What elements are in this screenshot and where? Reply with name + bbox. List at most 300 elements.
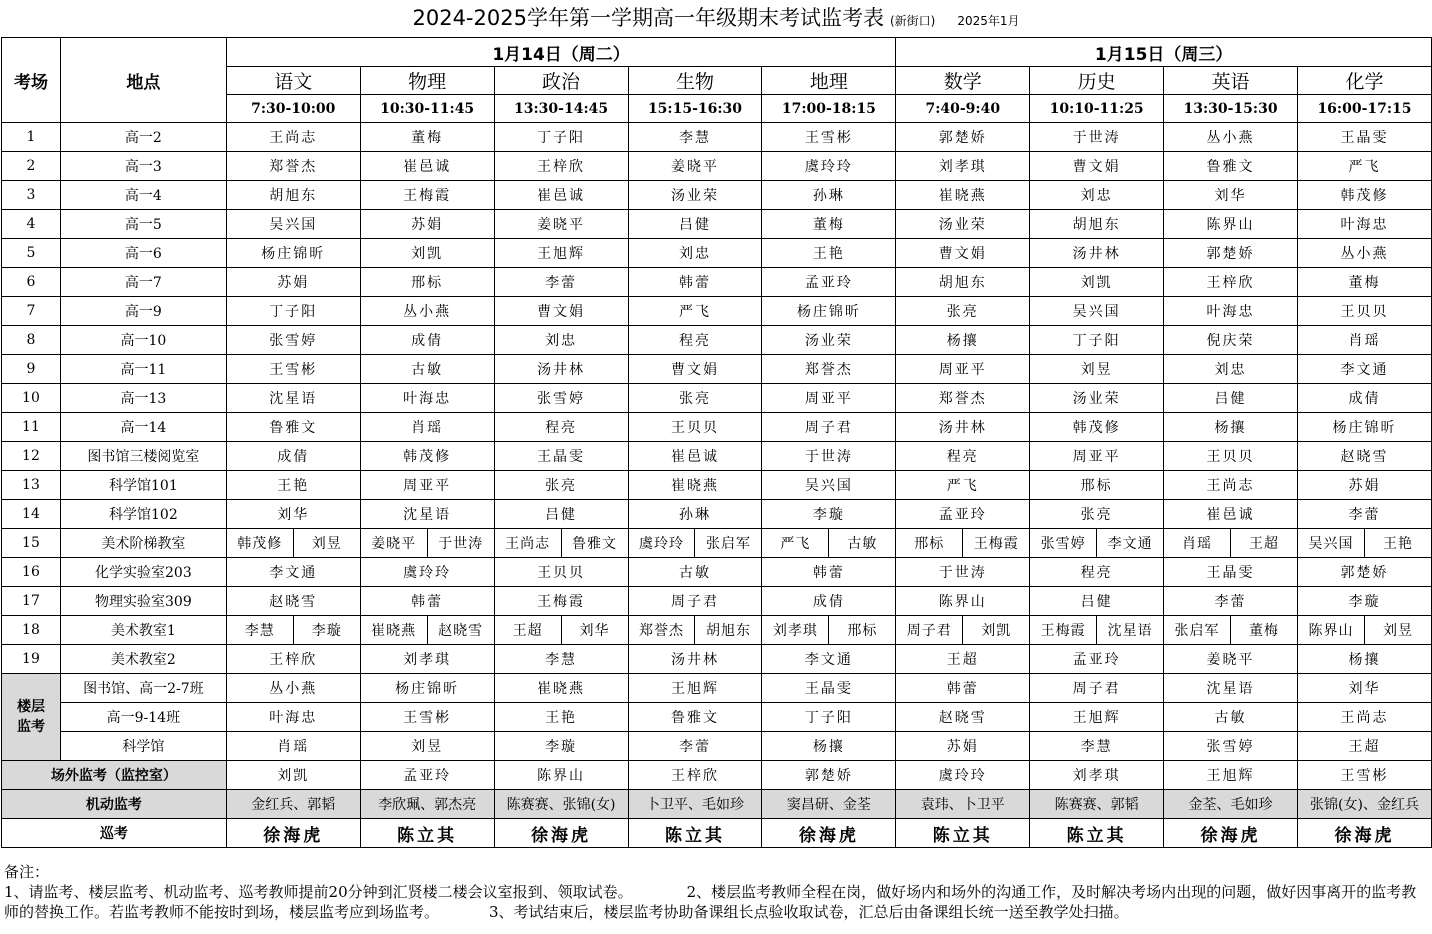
exam-time: 16:00-17:15 xyxy=(1297,95,1431,123)
proctor-cell: 苏娟 xyxy=(1297,471,1431,500)
subject-header: 化学 xyxy=(1297,67,1431,95)
proctor-cell: 程亮 xyxy=(494,413,628,442)
proctor-cell: 李璇 xyxy=(293,616,360,645)
table-row xyxy=(2,181,1432,210)
room-location: 物理实验室309 xyxy=(60,587,226,616)
proctor-cell: 崔邑诚 xyxy=(1164,500,1298,529)
floor-proctor-cell: 王雪彬 xyxy=(360,703,494,732)
proctor-cell: 刘昱 xyxy=(1030,355,1164,384)
proctor-cell: 严飞 xyxy=(896,471,1030,500)
floor-proctor-cell: 苏娟 xyxy=(896,732,1030,761)
subject-header: 历史 xyxy=(1030,67,1164,95)
proctor-cell: 于世涛 xyxy=(896,558,1030,587)
exam-time: 7:30-10:00 xyxy=(226,95,360,123)
proctor-cell: 孙琳 xyxy=(762,181,896,210)
proctor-cell: 叶海忠 xyxy=(1297,210,1431,239)
proctor-cell: 王梓欣 xyxy=(494,152,628,181)
day-header: 1月14日（周二） xyxy=(226,38,896,67)
patrol-cell: 徐海虎 xyxy=(226,819,360,848)
proctor-cell: 李文通 xyxy=(1297,355,1431,384)
floor-proctor-row xyxy=(2,732,1432,761)
room-location: 高一9 xyxy=(60,297,226,326)
proctor-cell: 李蕾 xyxy=(1164,587,1298,616)
table-row xyxy=(2,123,1432,152)
table-row xyxy=(2,471,1432,500)
proctor-cell: 李文通 xyxy=(226,558,360,587)
proctor-cell: 韩茂修 xyxy=(226,529,293,558)
invigilation-table xyxy=(1,37,1432,848)
floor-location: 科学馆 xyxy=(60,732,226,761)
proctor-cell: 王梅霞 xyxy=(963,529,1030,558)
proctor-cell: 周亚平 xyxy=(1030,442,1164,471)
room-number: 19 xyxy=(2,645,61,674)
proctor-cell: 成倩 xyxy=(1297,384,1431,413)
proctor-cell: 刘孝琪 xyxy=(360,645,494,674)
exam-time: 10:10-11:25 xyxy=(1030,95,1164,123)
proctor-cell: 周子君 xyxy=(762,413,896,442)
table-row xyxy=(2,442,1432,471)
proctor-cell: 胡旭东 xyxy=(226,181,360,210)
proctor-cell: 古敏 xyxy=(829,529,896,558)
mobile-proctor-cell: 金荃、毛如珍 xyxy=(1164,790,1298,819)
proctor-cell: 崔晓燕 xyxy=(360,616,427,645)
floor-proctor-cell: 王超 xyxy=(1297,732,1431,761)
floor-proctor-cell: 杨庄锦昕 xyxy=(360,674,494,703)
proctor-cell: 郑誉杰 xyxy=(226,152,360,181)
table-row xyxy=(2,384,1432,413)
proctor-cell: 刘昱 xyxy=(293,529,360,558)
proctor-cell: 孙琳 xyxy=(628,500,762,529)
room-location: 图书馆三楼阅览室 xyxy=(60,442,226,471)
room-number: 15 xyxy=(2,529,61,558)
table-row xyxy=(2,268,1432,297)
proctor-cell: 倪庆荣 xyxy=(1164,326,1298,355)
outside-proctor-cell: 刘孝琪 xyxy=(1030,761,1164,790)
floor-proctor-cell: 叶海忠 xyxy=(226,703,360,732)
proctor-cell: 崔晓燕 xyxy=(896,181,1030,210)
proctor-cell: 孟亚玲 xyxy=(896,500,1030,529)
room-number: 5 xyxy=(2,239,61,268)
room-number: 1 xyxy=(2,123,61,152)
proctor-cell: 王雪彬 xyxy=(762,123,896,152)
room-number: 16 xyxy=(2,558,61,587)
proctor-cell: 汤井林 xyxy=(1030,239,1164,268)
proctor-cell: 叶海忠 xyxy=(360,384,494,413)
proctor-cell: 刘孝琪 xyxy=(896,152,1030,181)
room-number: 8 xyxy=(2,326,61,355)
proctor-cell: 王贝贝 xyxy=(1164,442,1298,471)
proctor-cell: 王梓欣 xyxy=(226,645,360,674)
proctor-cell: 刘孝琪 xyxy=(762,616,829,645)
floor-proctor-cell: 王旭辉 xyxy=(1030,703,1164,732)
floor-proctor-cell: 古敏 xyxy=(1164,703,1298,732)
campus-label: (新街口) xyxy=(889,14,936,28)
proctor-cell: 陈界山 xyxy=(1164,210,1298,239)
proctor-cell: 鲁雅文 xyxy=(561,529,628,558)
room-number: 4 xyxy=(2,210,61,239)
proctor-cell: 吕健 xyxy=(1030,587,1164,616)
floor-proctor-cell: 鲁雅文 xyxy=(628,703,762,732)
room-location: 高一10 xyxy=(60,326,226,355)
proctor-cell: 刘忠 xyxy=(628,239,762,268)
room-location: 高一4 xyxy=(60,181,226,210)
proctor-cell: 杨庄锦昕 xyxy=(226,239,360,268)
proctor-cell: 吕健 xyxy=(628,210,762,239)
proctor-cell: 曹文娟 xyxy=(628,355,762,384)
floor-proctor-cell: 周子君 xyxy=(1030,674,1164,703)
proctor-cell: 崔邑诚 xyxy=(628,442,762,471)
proctor-cell: 丁子阳 xyxy=(494,123,628,152)
proctor-cell: 程亮 xyxy=(628,326,762,355)
floor-proctor-cell: 王尚志 xyxy=(1297,703,1431,732)
page-title: 2024-2025学年第一学期高一年级期末考试监考表 xyxy=(412,6,884,30)
proctor-cell: 韩茂修 xyxy=(1297,181,1431,210)
proctor-cell: 郑誉杰 xyxy=(896,384,1030,413)
outside-proctor-cell: 王雪彬 xyxy=(1297,761,1431,790)
proctor-cell: 刘华 xyxy=(561,616,628,645)
proctor-cell: 邢标 xyxy=(829,616,896,645)
proctor-cell: 肖瑶 xyxy=(1164,529,1231,558)
proctor-cell: 王超 xyxy=(896,645,1030,674)
subject-header: 地理 xyxy=(762,67,896,95)
day-header: 1月15日（周三） xyxy=(896,38,1432,67)
proctor-cell: 严飞 xyxy=(1297,152,1431,181)
table-row xyxy=(2,152,1432,181)
proctor-cell: 于世涛 xyxy=(1030,123,1164,152)
room-location: 高一6 xyxy=(60,239,226,268)
header-location: 地点 xyxy=(60,38,226,123)
notes-label: 备注： xyxy=(4,863,50,881)
floor-proctor-cell: 张雪婷 xyxy=(1164,732,1298,761)
proctor-cell: 吴兴国 xyxy=(226,210,360,239)
table-row xyxy=(2,413,1432,442)
note-3: 3、考试结束后，楼层监考协助备课组长点验收取试卷，汇总后由备课组长统一送至教学处扫描。 xyxy=(489,903,1129,921)
room-number: 17 xyxy=(2,587,61,616)
room-number: 10 xyxy=(2,384,61,413)
room-number: 11 xyxy=(2,413,61,442)
mobile-proctor-cell: 李欣珮、郭杰亮 xyxy=(360,790,494,819)
proctor-cell: 丁子阳 xyxy=(1030,326,1164,355)
floor-proctor-row xyxy=(2,674,1432,703)
subject-header: 物理 xyxy=(360,67,494,95)
proctor-cell: 虞玲玲 xyxy=(628,529,695,558)
note-2: 2、楼层监考教师全程在岗，做好场内和场外的沟通工作，及时解决考场内出现的问题，做好因事离开的监考教师的替换工作。若监考教师不能按时到场，楼层监考应到场监考。 xyxy=(4,883,1417,921)
exam-time: 7:40-9:40 xyxy=(896,95,1030,123)
mobile-proctor-cell: 陈赛赛、张锦(女) xyxy=(494,790,628,819)
proctor-cell: 鲁雅文 xyxy=(1164,152,1298,181)
patrol-cell: 陈立其 xyxy=(628,819,762,848)
proctor-cell: 姜晓平 xyxy=(628,152,762,181)
proctor-cell: 李璇 xyxy=(762,500,896,529)
patrol-cell: 陈立其 xyxy=(896,819,1030,848)
proctor-cell: 陈界山 xyxy=(1297,616,1364,645)
proctor-cell: 曹文娟 xyxy=(494,297,628,326)
proctor-cell: 王艳 xyxy=(1364,529,1431,558)
proctor-cell: 张亮 xyxy=(1030,500,1164,529)
proctor-cell: 郑誉杰 xyxy=(762,355,896,384)
floor-proctor-cell: 肖瑶 xyxy=(226,732,360,761)
proctor-cell: 王雪彬 xyxy=(226,355,360,384)
proctor-cell: 汤井林 xyxy=(494,355,628,384)
proctor-cell: 李慧 xyxy=(494,645,628,674)
exam-time: 15:15-16:30 xyxy=(628,95,762,123)
subject-header: 语文 xyxy=(226,67,360,95)
proctor-cell: 吕健 xyxy=(1164,384,1298,413)
proctor-cell: 苏娟 xyxy=(360,210,494,239)
subject-header: 生物 xyxy=(628,67,762,95)
proctor-cell: 赵晓雪 xyxy=(226,587,360,616)
proctor-cell: 王梅霞 xyxy=(360,181,494,210)
outside-proctor-cell: 孟亚玲 xyxy=(360,761,494,790)
proctor-cell: 韩蕾 xyxy=(360,587,494,616)
proctor-cell: 于世涛 xyxy=(427,529,494,558)
proctor-cell: 李蕾 xyxy=(1297,500,1431,529)
table-row xyxy=(2,239,1432,268)
proctor-cell: 郑誉杰 xyxy=(628,616,695,645)
proctor-cell: 刘凯 xyxy=(1030,268,1164,297)
proctor-cell: 汤业荣 xyxy=(762,326,896,355)
proctor-cell: 李慧 xyxy=(628,123,762,152)
room-location: 高一14 xyxy=(60,413,226,442)
proctor-cell: 张雪婷 xyxy=(1030,529,1097,558)
proctor-cell: 王梅霞 xyxy=(1030,616,1097,645)
room-location: 美术阶梯教室 xyxy=(60,529,226,558)
proctor-cell: 杨攘 xyxy=(896,326,1030,355)
proctor-cell: 孟亚玲 xyxy=(1030,645,1164,674)
patrol-cell: 徐海虎 xyxy=(762,819,896,848)
proctor-cell: 周子君 xyxy=(896,616,963,645)
patrol-cell: 陈立其 xyxy=(360,819,494,848)
proctor-cell: 汤井林 xyxy=(628,645,762,674)
floor-proctor-cell: 王晶雯 xyxy=(762,674,896,703)
proctor-cell: 董梅 xyxy=(1231,616,1298,645)
proctor-cell: 杨攘 xyxy=(1164,413,1298,442)
proctor-cell: 韩茂修 xyxy=(1030,413,1164,442)
mobile-proctor-cell: 窦昌研、金荃 xyxy=(762,790,896,819)
exam-time: 13:30-15:30 xyxy=(1164,95,1298,123)
room-location: 美术教室1 xyxy=(60,616,226,645)
floor-proctor-cell: 崔晓燕 xyxy=(494,674,628,703)
proctor-cell: 张启军 xyxy=(1164,616,1231,645)
room-location: 高一7 xyxy=(60,268,226,297)
proctor-cell: 董梅 xyxy=(762,210,896,239)
proctor-cell: 汤业荣 xyxy=(1030,384,1164,413)
proctor-cell: 董梅 xyxy=(360,123,494,152)
proctor-cell: 赵晓雪 xyxy=(1297,442,1431,471)
proctor-cell: 郭楚娇 xyxy=(1164,239,1298,268)
mobile-proctor-cell: 张锦(女)、金红兵 xyxy=(1297,790,1431,819)
header-room: 考场 xyxy=(2,38,61,123)
proctor-cell: 王晶雯 xyxy=(1297,123,1431,152)
proctor-cell: 虞玲玲 xyxy=(360,558,494,587)
proctor-cell: 吕健 xyxy=(494,500,628,529)
proctor-cell: 郭楚娇 xyxy=(1297,558,1431,587)
patrol-label: 巡考 xyxy=(2,819,227,848)
floor-location: 高一9-14班 xyxy=(60,703,226,732)
proctor-cell: 虞玲玲 xyxy=(762,152,896,181)
patrol-cell: 陈立其 xyxy=(1030,819,1164,848)
floor-proctor-label: 楼层监考 xyxy=(2,674,61,761)
floor-proctor-cell: 丁子阳 xyxy=(762,703,896,732)
proctor-cell: 丛小燕 xyxy=(1297,239,1431,268)
table-row xyxy=(2,326,1432,355)
table-row xyxy=(2,500,1432,529)
proctor-cell: 丁子阳 xyxy=(226,297,360,326)
mobile-proctor-label: 机动监考 xyxy=(2,790,227,819)
page-title-bar xyxy=(0,0,1432,36)
table-row xyxy=(2,529,1432,558)
outside-proctor-label: 场外监考（监控室） xyxy=(2,761,227,790)
floor-proctor-cell: 杨攘 xyxy=(762,732,896,761)
proctor-cell: 姜晓平 xyxy=(360,529,427,558)
proctor-cell: 胡旭东 xyxy=(896,268,1030,297)
proctor-cell: 胡旭东 xyxy=(1030,210,1164,239)
outside-proctor-cell: 陈界山 xyxy=(494,761,628,790)
floor-proctor-cell: 刘昱 xyxy=(360,732,494,761)
proctor-cell: 肖瑶 xyxy=(360,413,494,442)
date-label: 2025年1月 xyxy=(957,14,1020,28)
proctor-cell: 李璇 xyxy=(1297,587,1431,616)
outside-proctor-cell: 王梓欣 xyxy=(628,761,762,790)
proctor-cell: 姜晓平 xyxy=(494,210,628,239)
proctor-cell: 崔邑诚 xyxy=(360,152,494,181)
proctor-cell: 邢标 xyxy=(360,268,494,297)
proctor-cell: 周亚平 xyxy=(360,471,494,500)
proctor-cell: 成倩 xyxy=(360,326,494,355)
proctor-cell: 程亮 xyxy=(896,442,1030,471)
proctor-cell: 孟亚玲 xyxy=(762,268,896,297)
proctor-cell: 汤井林 xyxy=(896,413,1030,442)
proctor-cell: 王旭辉 xyxy=(494,239,628,268)
proctor-cell: 李文通 xyxy=(762,645,896,674)
room-number: 12 xyxy=(2,442,61,471)
proctor-cell: 刘华 xyxy=(226,500,360,529)
proctor-cell: 李文通 xyxy=(1097,529,1164,558)
subject-header: 数学 xyxy=(896,67,1030,95)
proctor-cell: 沈星语 xyxy=(226,384,360,413)
proctor-cell: 严飞 xyxy=(628,297,762,326)
proctor-cell: 张亮 xyxy=(628,384,762,413)
proctor-cell: 叶海忠 xyxy=(1164,297,1298,326)
proctor-cell: 王梓欣 xyxy=(1164,268,1298,297)
outside-proctor-cell: 刘凯 xyxy=(226,761,360,790)
room-location: 高一2 xyxy=(60,123,226,152)
proctor-cell: 王尚志 xyxy=(494,529,561,558)
proctor-cell: 王艳 xyxy=(226,471,360,500)
proctor-cell: 汤业荣 xyxy=(628,181,762,210)
proctor-cell: 王尚志 xyxy=(1164,471,1298,500)
floor-proctor-cell: 刘华 xyxy=(1297,674,1431,703)
table-row xyxy=(2,616,1432,645)
proctor-cell: 苏娟 xyxy=(226,268,360,297)
proctor-cell: 刘凯 xyxy=(963,616,1030,645)
floor-proctor-cell: 王艳 xyxy=(494,703,628,732)
proctor-cell: 杨庄锦昕 xyxy=(1297,413,1431,442)
room-number: 3 xyxy=(2,181,61,210)
table-row xyxy=(2,558,1432,587)
room-number: 7 xyxy=(2,297,61,326)
exam-time: 10:30-11:45 xyxy=(360,95,494,123)
room-location: 美术教室2 xyxy=(60,645,226,674)
proctor-cell: 丛小燕 xyxy=(360,297,494,326)
table-row xyxy=(2,645,1432,674)
proctor-cell: 韩茂修 xyxy=(360,442,494,471)
proctor-cell: 邢标 xyxy=(1030,471,1164,500)
room-number: 13 xyxy=(2,471,61,500)
patrol-cell: 徐海虎 xyxy=(1297,819,1431,848)
table-row xyxy=(2,297,1432,326)
proctor-cell: 韩蕾 xyxy=(628,268,762,297)
proctor-cell: 胡旭东 xyxy=(695,616,762,645)
proctor-cell: 吴兴国 xyxy=(1030,297,1164,326)
proctor-cell: 严飞 xyxy=(762,529,829,558)
proctor-cell: 姜晓平 xyxy=(1164,645,1298,674)
patrol-cell: 徐海虎 xyxy=(1164,819,1298,848)
proctor-cell: 张雪婷 xyxy=(494,384,628,413)
room-number: 14 xyxy=(2,500,61,529)
room-number: 9 xyxy=(2,355,61,384)
proctor-cell: 董梅 xyxy=(1297,268,1431,297)
proctor-cell: 张启军 xyxy=(695,529,762,558)
proctor-cell: 李慧 xyxy=(226,616,293,645)
proctor-cell: 程亮 xyxy=(1030,558,1164,587)
mobile-proctor-cell: 陈赛赛、郭韬 xyxy=(1030,790,1164,819)
table-row xyxy=(2,210,1432,239)
room-number: 2 xyxy=(2,152,61,181)
proctor-cell: 王晶雯 xyxy=(1164,558,1298,587)
floor-location: 图书馆、高一2-7班 xyxy=(60,674,226,703)
proctor-cell: 汤业荣 xyxy=(896,210,1030,239)
proctor-cell: 王超 xyxy=(1231,529,1298,558)
table-row xyxy=(2,587,1432,616)
room-location: 科学馆101 xyxy=(60,471,226,500)
patrol-cell: 徐海虎 xyxy=(494,819,628,848)
floor-proctor-row xyxy=(2,703,1432,732)
proctor-cell: 吴兴国 xyxy=(1297,529,1364,558)
proctor-cell: 成倩 xyxy=(762,587,896,616)
proctor-cell: 张亮 xyxy=(494,471,628,500)
proctor-cell: 韩蕾 xyxy=(762,558,896,587)
proctor-cell: 丛小燕 xyxy=(1164,123,1298,152)
proctor-cell: 吴兴国 xyxy=(762,471,896,500)
proctor-cell: 曹文娟 xyxy=(896,239,1030,268)
proctor-cell: 古敏 xyxy=(360,355,494,384)
proctor-cell: 王晶雯 xyxy=(494,442,628,471)
proctor-cell: 李蕾 xyxy=(494,268,628,297)
proctor-cell: 周亚平 xyxy=(762,384,896,413)
floor-proctor-cell: 李慧 xyxy=(1030,732,1164,761)
proctor-cell: 王贝贝 xyxy=(494,558,628,587)
proctor-cell: 邢标 xyxy=(896,529,963,558)
subject-header: 政治 xyxy=(494,67,628,95)
mobile-proctor-cell: 袁玮、卜卫平 xyxy=(896,790,1030,819)
floor-proctor-cell: 李蕾 xyxy=(628,732,762,761)
proctor-cell: 陈界山 xyxy=(896,587,1030,616)
proctor-cell: 曹文娟 xyxy=(1030,152,1164,181)
proctor-cell: 王贝贝 xyxy=(1297,297,1431,326)
proctor-cell: 张亮 xyxy=(896,297,1030,326)
floor-proctor-cell: 沈星语 xyxy=(1164,674,1298,703)
proctor-cell: 肖瑶 xyxy=(1297,326,1431,355)
outside-proctor-cell: 王旭辉 xyxy=(1164,761,1298,790)
mobile-proctor-cell: 金红兵、郭韬 xyxy=(226,790,360,819)
proctor-cell: 周亚平 xyxy=(896,355,1030,384)
proctor-cell: 成倩 xyxy=(226,442,360,471)
room-number: 6 xyxy=(2,268,61,297)
room-location: 高一5 xyxy=(60,210,226,239)
mobile-proctor-cell: 卜卫平、毛如珍 xyxy=(628,790,762,819)
proctor-cell: 刘忠 xyxy=(494,326,628,355)
